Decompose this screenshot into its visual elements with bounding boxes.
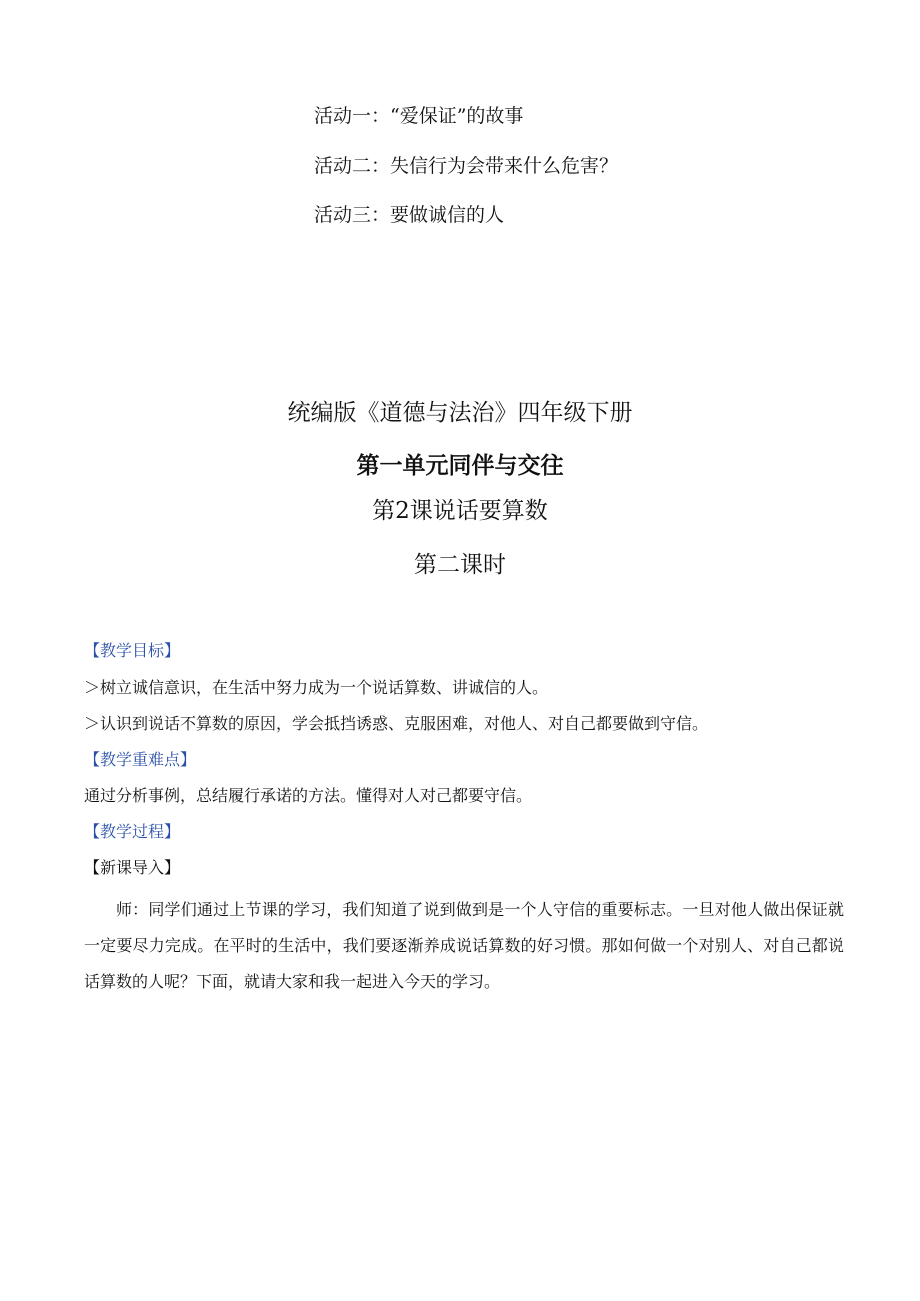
intro-heading: 【新课导入】 [84,858,181,877]
goal-item-1: ＞树立诚信意识，在生活中努力成为一个说话算数、讲诚信的人。 [84,678,549,697]
key-points-heading: 【教学重难点】 [84,750,197,769]
activity-item-3: 活动三：要做诚信的人 [314,204,505,226]
process-heading: 【教学过程】 [84,822,181,841]
period-title: 第二课时 [414,552,506,578]
intro-paragraph: 师：同学们通过上节课的学习，我们知道了说到做到是一个人守信的重要标志。一旦对他人做出保证就一定要尽力完成。在平时的生活中，我们要逐渐养成说话算数的好习惯。那如何做一个对别人、对自己都说话算数的人呢？下面，就请大家和我一起进入今天的学习。 [84,900,844,991]
goals-heading: 【教学目标】 [84,641,181,660]
lesson-title: 第2课说话要算数 [372,498,548,524]
key-points-text: 通过分析事例，总结履行承诺的方法。懂得对人对己都要守信。 [84,786,533,805]
activity-item-2: 活动二：失信行为会带来什么危害？ [314,155,619,177]
document-title: 统编版《道德与法治》四年级下册 [287,400,633,426]
activity-item-1: 活动一：“爱保证”的故事 [314,105,524,127]
unit-title: 第一单元同伴与交往 [356,452,564,479]
goal-item-2: ＞认识到说话不算数的原因，学会抵挡诱惑、克服困难，对他人、对自己都要做到守信。 [84,714,709,733]
